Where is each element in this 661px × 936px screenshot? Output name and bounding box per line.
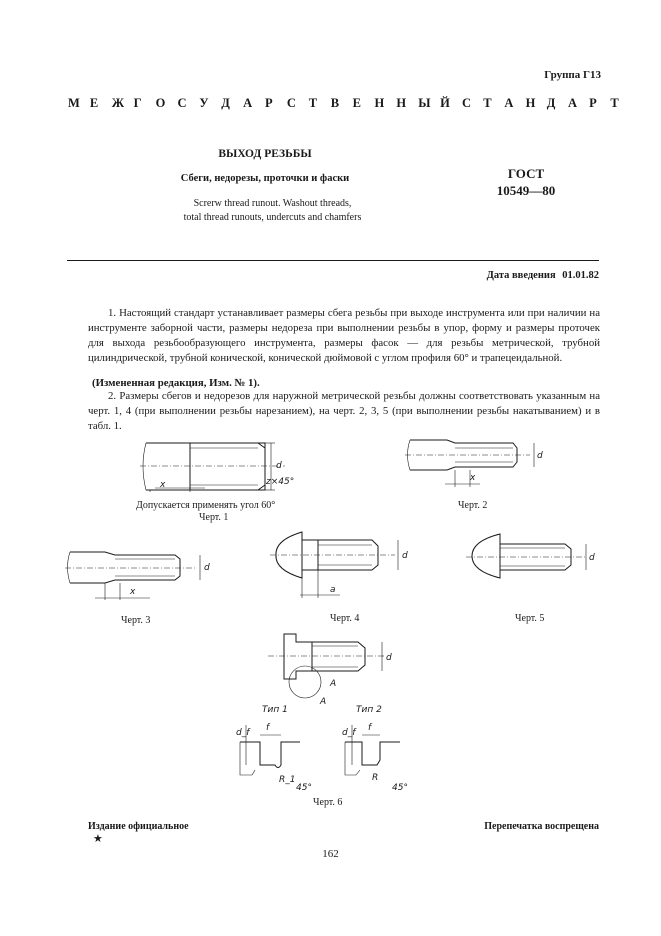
page-number: 162 xyxy=(322,848,339,860)
gost-label: ГОСТ xyxy=(507,166,545,181)
fig1-d-label: d xyxy=(276,461,282,471)
fig4-a-label: a xyxy=(330,585,336,595)
paragraph-1-note: (Измененная редакция, Изм. № 1). xyxy=(92,377,260,389)
intro-date-label: Дата введения xyxy=(486,270,556,281)
english-title-line-1: Screrw thread runout. Washout threads, xyxy=(193,198,352,209)
detail-a-label-2: A xyxy=(320,697,327,707)
star-mark: ★ xyxy=(93,833,103,845)
document-subtitle: Сбеги, недорезы, проточки и фаски xyxy=(180,173,350,184)
fig6-df-label-1: d_f xyxy=(236,728,250,738)
fig3-x-label: x xyxy=(130,587,136,597)
figure-1-drawing xyxy=(140,443,294,492)
footer-reprint-prohibited: Перепечатка воспрещена xyxy=(484,821,599,832)
fig6-f-label-2: f xyxy=(368,723,372,733)
english-title-line-2: total thread runouts, undercuts and chamfers xyxy=(183,212,362,223)
figure-4-drawing xyxy=(270,532,408,598)
fig3-caption: Черт. 3 xyxy=(121,615,151,626)
fig5-caption: Черт. 5 xyxy=(515,613,545,624)
fig3-d-label: d xyxy=(204,563,210,573)
fig1-caption: Черт. 1 xyxy=(199,512,229,523)
fig2-d-label: d xyxy=(537,451,543,461)
fig6-r-label: R xyxy=(372,773,379,783)
fig6-type1-label: Тип 1 xyxy=(262,705,288,715)
paragraph-2: 2. Размеры сбегов и недорезов для наружной метрической резьбы должны соответствовать указанным на черт. 1, 4 (при выполнении резьбы нарезанием), на черт. 2, 3, 5 (при выполнении резьбы накатыванием) и в табл. 1. xyxy=(88,390,600,432)
figure-2-drawing xyxy=(405,440,543,487)
fig4-caption: Черт. 4 xyxy=(330,613,360,624)
figure-5-drawing xyxy=(466,534,595,578)
detail-a-label-1: A xyxy=(330,679,337,689)
fig6-caption: Черт. 6 xyxy=(313,797,343,808)
fig6-df-label-2: d_f xyxy=(342,728,356,738)
fig6-type2-label: Тип 2 xyxy=(356,705,382,715)
fig1-x-label: x xyxy=(160,480,166,490)
figure-3-drawing xyxy=(65,552,210,600)
figure-detail-a-drawing xyxy=(268,634,392,707)
banner-word-2: С Т А Н Д А Р Т xyxy=(462,96,619,110)
fig2-x-label: x xyxy=(470,473,476,483)
detail-d-label: d xyxy=(386,653,392,663)
group-code: Группа Г13 xyxy=(544,69,601,81)
fig5-d-label: d xyxy=(589,553,595,563)
intro-date-value: 01.01.82 xyxy=(562,270,599,281)
fig1-note: Допускается применять угол 60° xyxy=(136,500,276,511)
paragraph-1: 1. Настоящий стандарт устанавливает размеры сбега резьбы при выходе инструмента или при наличии на инструменте заборной части, размеры недореза при выполнении резьбы в упор, форму и размеры проточек для выхода резьбообразующего инструмента, размеры фасок — для резьбы метрической, трубной цилиндрической, трубной конической, конической дюймовой с углом профиля 60° и трапецеидальной. xyxy=(88,307,600,364)
fig6-f-label-1: f xyxy=(266,723,270,733)
document-title: ВЫХОД РЕЗЬБЫ xyxy=(218,148,312,160)
fig6-angle-1: 45° xyxy=(296,783,312,793)
gost-number: 10549—80 xyxy=(496,183,556,198)
fig6-r1-label: R_1 xyxy=(279,775,296,785)
figure-6-drawing xyxy=(236,705,408,793)
banner-word-1: М Е Ж Г О С У Д А Р С Т В Е Н Н Ы Й xyxy=(68,96,450,110)
fig4-d-label: d xyxy=(402,551,408,561)
footer-official-edition: Издание официальное xyxy=(88,821,189,832)
fig6-angle-2: 45° xyxy=(392,783,408,793)
fig1-z-label: z×45° xyxy=(266,477,295,487)
fig2-caption: Черт. 2 xyxy=(458,500,488,511)
